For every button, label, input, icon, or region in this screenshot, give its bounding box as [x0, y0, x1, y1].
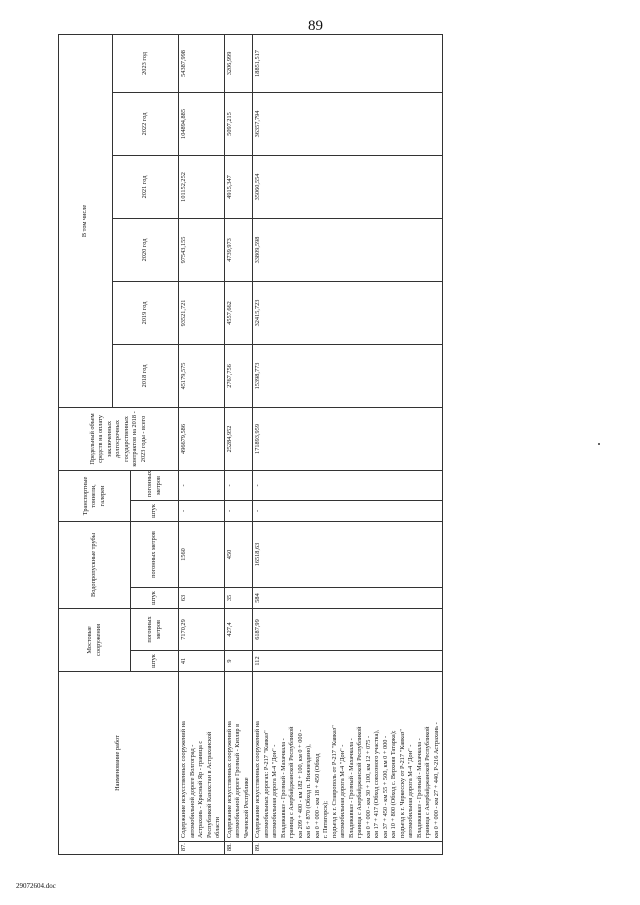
header-tunnels: Транспортные тоннели, галереи	[59, 470, 131, 521]
header-incl: В том числе	[59, 34, 113, 407]
row-description: Содержание искусственных сооружений на автомобильных дорогах: Р-217 "Кавказ" автомобильная дорога М-4 "Дон" - Владикавказ - Грозный - Махачкала - граница с Азербайджанской Республикой км 209 + 400 - км 182 + 100, км 0 + 000 - км 6 + 870 (Обход п. Нижнеэдино), км 0 + 000 - км 18 + 450 (Обход г. Пятигорск); подъезд к г. Ставрополь от Р-217 "Кавказ" автомобильная дорога М-4 "Дон" - Владикавказ - Грозный - Махачкала - граница с Азербайджанской Республикой км 0 + 000 - км 30 + 100, км 12 + 075 - км 17 + 417 (Обход совхозного участка), км 37 + 450 - км 55 + 500, км 0 + 000 - км 10 + 800 (Обход с. Верхняя Татарка); подъезд к г. Черкесску от Р-217 "Кавказ" автомобильная дорога М-4 "Дон" - Владикавказ - Грозный - Махачкала - граница с Азербайджанской Республикой км 0 + 000 - км 27 + 440, Р-216 Астрахань -	[253, 672, 443, 842]
header-pipes-meters: погонных метров	[131, 521, 179, 587]
header-tunnels-pcs: штук	[131, 500, 179, 521]
pipes-pcs: 63	[179, 587, 225, 608]
row-number: 88.	[224, 842, 253, 855]
total-limit: 171893,959	[253, 407, 443, 470]
pipes-meters: 450	[224, 521, 253, 587]
pipes-pcs: 584	[253, 587, 443, 608]
row-description: Содержание искусственных сооружений на автомобильной дороге Волгоград - Астрахань - Красный Яр - граница с Республикой Казахстан в Астраханской области	[179, 672, 225, 842]
pipes-meters: 1560	[179, 521, 225, 587]
rotated-table-page	[58, 35, 616, 855]
year-2021-value: 101152,252	[179, 155, 225, 218]
year-2019-value: 93521,721	[179, 281, 225, 344]
year-2022-value: 5097,215	[224, 92, 253, 155]
tunnels-meters: -	[224, 470, 253, 500]
year-2018-value: 45179,575	[179, 344, 225, 407]
header-year-2021: 2021 год	[113, 155, 179, 218]
bridges-meters: 7170,29	[179, 608, 225, 650]
bridges-pcs: 41	[179, 651, 225, 672]
header-bridges-meters: погонных метров	[131, 608, 179, 650]
header-year-2020: 2020 год	[113, 218, 179, 281]
year-2018-value: 15398,773	[253, 344, 443, 407]
header-name: Наименование работ	[59, 672, 179, 855]
header-year-2018: 2018 год	[113, 344, 179, 407]
tunnels-pcs: -	[253, 500, 443, 521]
year-2021-value: 35060,554	[253, 155, 443, 218]
header-pipes-pcs: штук	[131, 587, 179, 608]
works-table	[58, 34, 443, 855]
header-bridges: Мостовые сооружения	[59, 608, 131, 671]
year-2019-value: 32415,723	[253, 281, 443, 344]
table-row-88	[224, 34, 253, 854]
year-2019-value: 4557,662	[224, 281, 253, 344]
tunnels-meters: -	[179, 470, 225, 500]
year-2020-value: 33809,598	[253, 218, 443, 281]
pipes-pcs: 35	[224, 587, 253, 608]
year-2023-value: 54387,998	[179, 34, 225, 92]
year-2021-value: 4915,347	[224, 155, 253, 218]
tunnels-pcs: -	[179, 500, 225, 521]
bridges-meters: 427,4	[224, 608, 253, 650]
header-year-2022: 2022 год	[113, 92, 179, 155]
total-limit: 496679,586	[179, 407, 225, 470]
header-year-2023: 2023 год	[113, 34, 179, 92]
year-2023-value: 3206,999	[224, 34, 253, 92]
row-description: Содержание искусственных сооружений на автомобильной дороге Грозный - Кизляр в Чеченской Республике	[224, 672, 253, 842]
pipes-meters: 16518,63	[253, 521, 443, 587]
total-limit: 25284,952	[224, 407, 253, 470]
tunnels-pcs: -	[224, 500, 253, 521]
year-2020-value: 97543,155	[179, 218, 225, 281]
year-2022-value: 104894,885	[179, 92, 225, 155]
row-number: 87.	[179, 842, 225, 855]
header-year-2019: 2019 год	[113, 281, 179, 344]
header-pipes: Водопропускные трубы	[59, 521, 131, 608]
bridges-pcs: 9	[224, 651, 253, 672]
year-2018-value: 2767,756	[224, 344, 253, 407]
document-filename: 29072604.doc	[16, 882, 56, 890]
header-limit: Предельный объем средств на оплату заключенных долгосрочных государственных контрактов на 2018 - 2023 годы - всего	[59, 407, 179, 470]
table-row-89	[253, 34, 443, 854]
year-2023-value: 18851,517	[253, 34, 443, 92]
bridges-pcs: 112	[253, 651, 443, 672]
header-bridges-pcs: штук	[131, 651, 179, 672]
year-2022-value: 36357,794	[253, 92, 443, 155]
tunnels-meters: -	[253, 470, 443, 500]
stray-dot	[598, 443, 600, 445]
page-number: 89	[308, 18, 323, 34]
year-2020-value: 4739,973	[224, 218, 253, 281]
header-tunnels-meters: погонных метров	[131, 470, 179, 500]
bridges-meters: 6187,99	[253, 608, 443, 650]
row-number: 89.	[253, 842, 443, 855]
table-row-87	[179, 34, 225, 854]
